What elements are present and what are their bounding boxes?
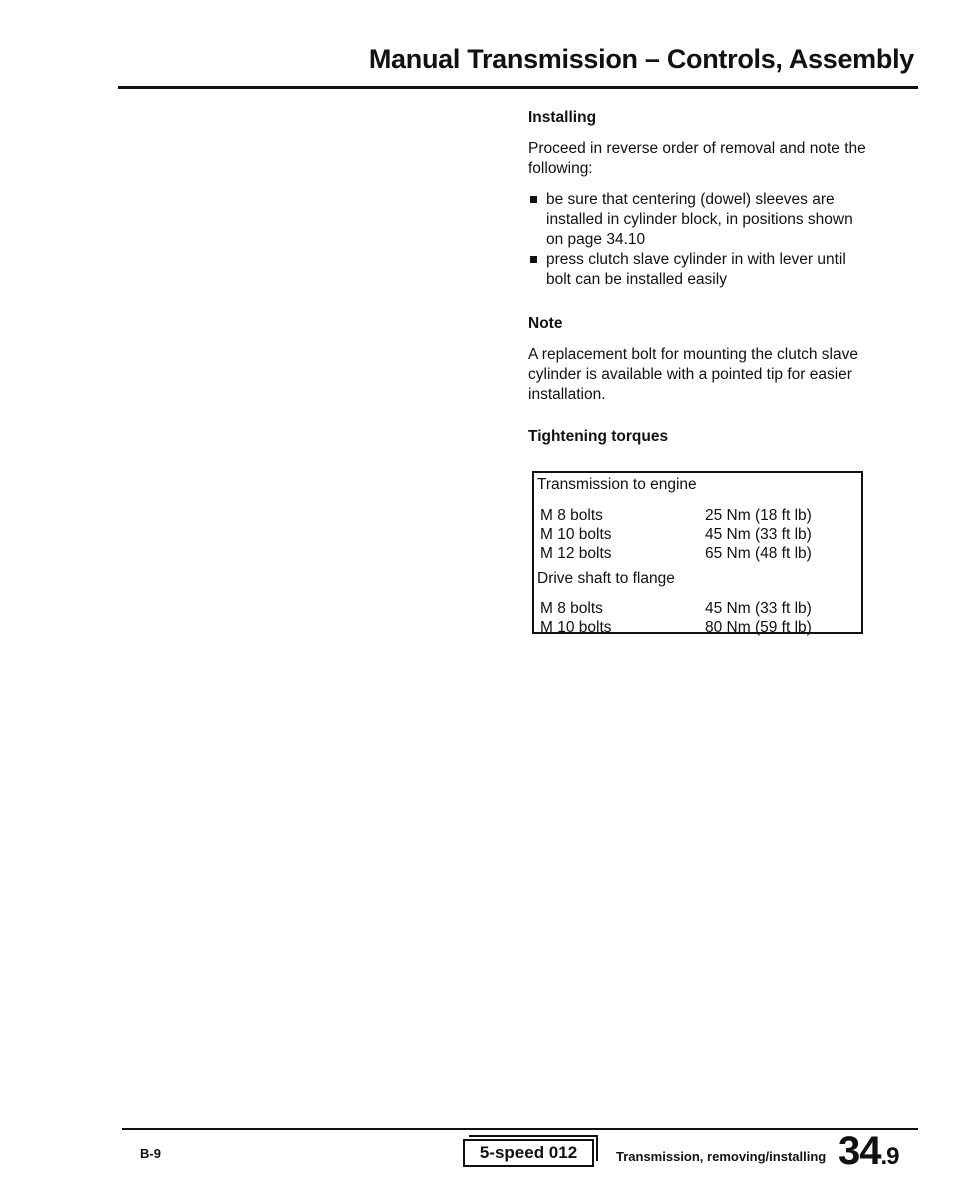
page-number — [838, 1129, 899, 1174]
torques-heading: Tightening torques — [528, 428, 669, 445]
torque-group-label: Transmission to engine — [537, 476, 697, 493]
installing-heading: Installing — [528, 109, 597, 126]
torque-value: 65 Nm (48 ft lb) — [705, 545, 812, 562]
torque-table — [532, 471, 863, 634]
page-number-main: 34 — [838, 1129, 881, 1173]
bullet-text: press clutch slave cylinder in with lever until bolt can be installed easily — [546, 251, 846, 288]
list-item — [528, 250, 873, 290]
bolt-size: M 12 bolts — [540, 545, 612, 562]
note-heading: Note — [528, 315, 563, 332]
bolt-size: M 8 bolts — [540, 507, 603, 524]
bolt-size: M 10 bolts — [540, 619, 612, 636]
note-text: A replacement bolt for mounting the clutch slave cylinder is available with a pointed tip for easier installation. — [528, 346, 858, 403]
model-badge — [463, 1139, 594, 1167]
torque-value: 25 Nm (18 ft lb) — [705, 507, 812, 524]
footer-code: B-9 — [140, 1146, 161, 1161]
bullet-square-icon — [530, 196, 537, 203]
torque-value: 45 Nm (33 ft lb) — [705, 600, 812, 617]
installing-intro: Proceed in reverse order of removal and note the following: — [528, 140, 866, 177]
main-content — [528, 108, 873, 447]
section-caption: Transmission, removing/installing — [616, 1149, 827, 1164]
bullet-square-icon — [530, 256, 537, 263]
list-item — [528, 190, 873, 250]
footer-rule — [122, 1128, 918, 1130]
bolt-size: M 8 bolts — [540, 600, 603, 617]
model-badge-label: 5-speed 012 — [479, 1143, 578, 1162]
header-rule — [118, 86, 918, 89]
page-title: Manual Transmission – Controls, Assembly — [368, 44, 914, 74]
torque-value: 80 Nm (59 ft lb) — [705, 619, 812, 636]
torque-value: 45 Nm (33 ft lb) — [705, 526, 812, 543]
bullet-text: be sure that centering (dowel) sleeves are installed in cylinder block, in positions shown on page 34.10 — [546, 191, 853, 248]
torque-group-label: Drive shaft to flange — [537, 570, 675, 587]
installing-bullets — [528, 190, 873, 290]
page-number-sub: .9 — [880, 1143, 899, 1170]
bolt-size: M 10 bolts — [540, 526, 612, 543]
